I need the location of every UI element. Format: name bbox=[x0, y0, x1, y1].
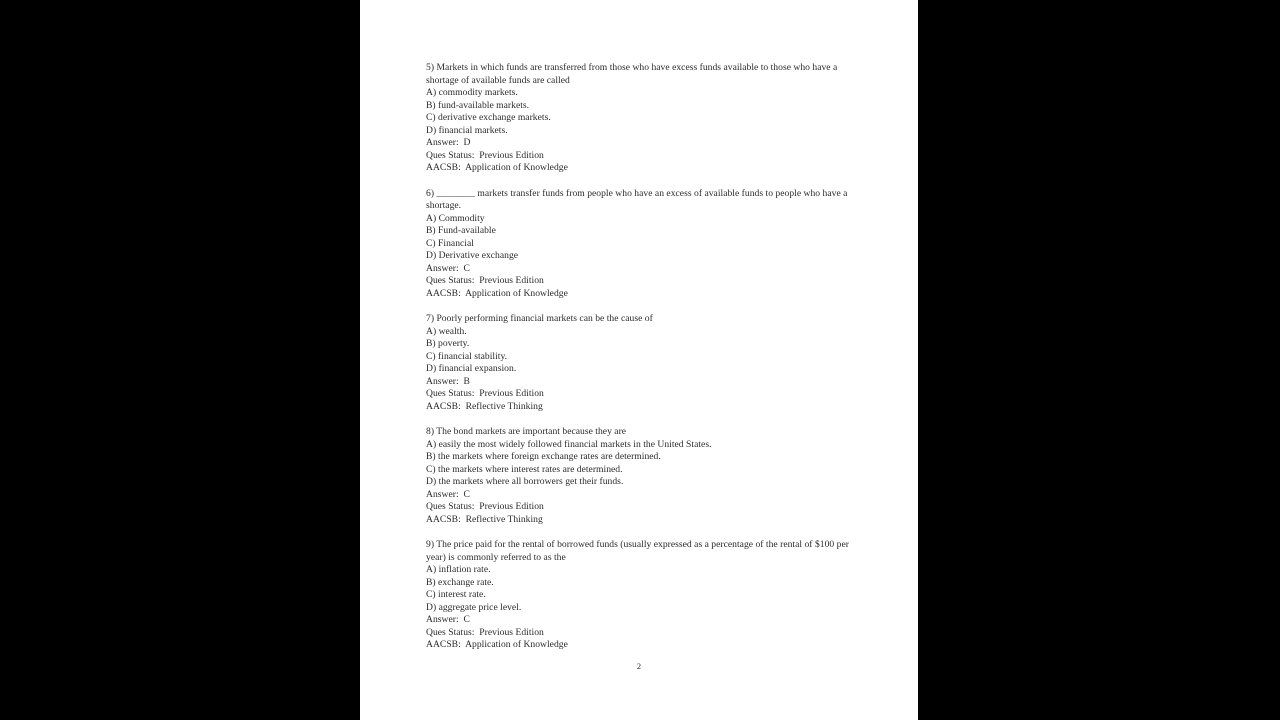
question-option: C) interest rate. bbox=[426, 589, 486, 601]
question-option: A) easily the most widely followed financial markets in the United States. bbox=[426, 438, 712, 450]
question-block bbox=[426, 188, 858, 301]
question-block bbox=[426, 426, 858, 526]
question-answer: Answer: B bbox=[426, 375, 470, 387]
question-status: Ques Status: Previous Edition bbox=[426, 275, 544, 287]
question-block bbox=[426, 62, 858, 175]
question-status: Ques Status: Previous Edition bbox=[426, 626, 544, 638]
question-aacsb: AACSB: Reflective Thinking bbox=[426, 513, 543, 525]
question-status: Ques Status: Previous Edition bbox=[426, 501, 544, 513]
question-option: D) aggregate price level. bbox=[426, 601, 522, 613]
question-answer: Answer: D bbox=[426, 137, 471, 149]
question-list bbox=[426, 62, 858, 664]
question-option: B) poverty. bbox=[426, 338, 470, 350]
question-option: D) the markets where all borrowers get their funds. bbox=[426, 476, 624, 488]
question-status: Ques Status: Previous Edition bbox=[426, 149, 544, 161]
question-block bbox=[426, 539, 858, 652]
question-aacsb: AACSB: Application of Knowledge bbox=[426, 287, 568, 299]
question-answer: Answer: C bbox=[426, 262, 470, 274]
document-page bbox=[360, 0, 918, 720]
question-option: B) Fund-available bbox=[426, 225, 496, 237]
question-option: A) Commodity bbox=[426, 212, 485, 224]
question-option: B) fund-available markets. bbox=[426, 99, 530, 111]
question-answer: Answer: C bbox=[426, 614, 470, 626]
question-option: C) Financial bbox=[426, 237, 474, 249]
question-aacsb: AACSB: Application of Knowledge bbox=[426, 639, 568, 651]
question-option: B) exchange rate. bbox=[426, 576, 494, 588]
question-block bbox=[426, 313, 858, 413]
question-answer: Answer: C bbox=[426, 488, 470, 500]
question-option: D) financial expansion. bbox=[426, 363, 517, 375]
question-option: D) financial markets. bbox=[426, 124, 508, 136]
question-option: C) derivative exchange markets. bbox=[426, 112, 551, 124]
question-stem: 9) The price paid for the rental of borrowed funds (usually expressed as a percentage of the rental of $100 per year) is commonly referred to as the bbox=[426, 538, 852, 563]
question-option: A) commodity markets. bbox=[426, 87, 518, 99]
question-stem: 5) Markets in which funds are transferred from those who have excess funds available to those who have a shortage of available funds are called bbox=[426, 62, 840, 86]
question-status: Ques Status: Previous Edition bbox=[426, 388, 544, 400]
page-number: 2 bbox=[636, 662, 642, 671]
question-aacsb: AACSB: Application of Knowledge bbox=[426, 162, 568, 174]
question-option: C) the markets where interest rates are determined. bbox=[426, 463, 623, 475]
question-option: A) inflation rate. bbox=[426, 564, 491, 576]
question-stem: 8) The bond markets are important because they are bbox=[426, 426, 627, 437]
question-aacsb: AACSB: Reflective Thinking bbox=[426, 400, 543, 412]
question-stem: 7) Poorly performing financial markets can be the cause of bbox=[426, 313, 653, 325]
question-option: B) the markets where foreign exchange rates are determined. bbox=[426, 451, 661, 463]
question-option: D) Derivative exchange bbox=[426, 250, 519, 262]
question-option: A) wealth. bbox=[426, 325, 467, 337]
question-option: C) financial stability. bbox=[426, 350, 508, 362]
question-stem: 6) ________ markets transfer funds from people who have an excess of available funds to people who have a shortage. bbox=[426, 187, 850, 212]
